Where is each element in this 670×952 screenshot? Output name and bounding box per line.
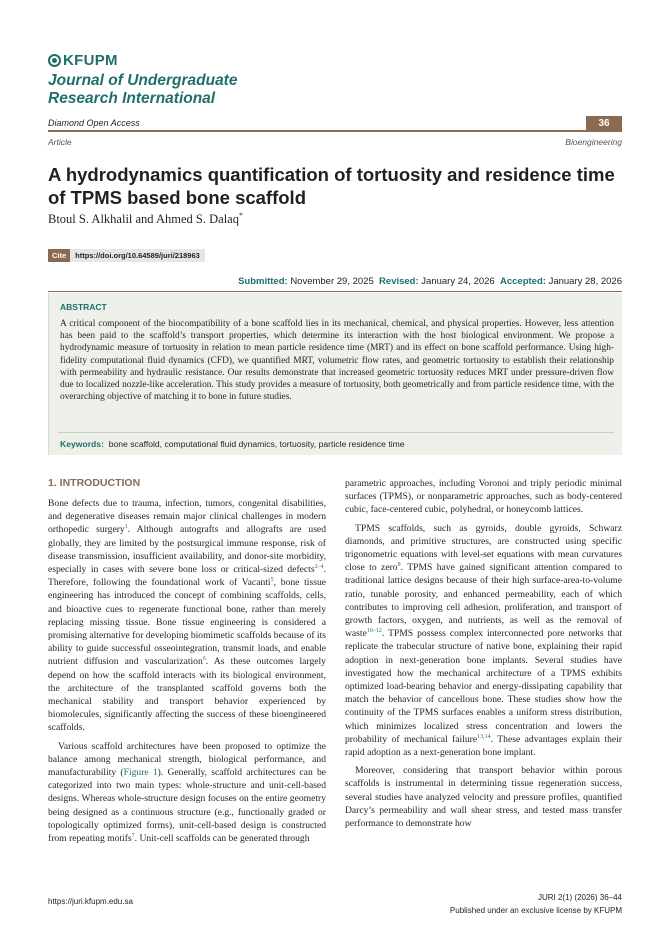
paragraph-3 (345, 522, 622, 760)
header-rule (48, 130, 622, 132)
paragraph-1 (48, 497, 326, 735)
doi-link[interactable]: https://doi.org/10.64589/juri/218963 (70, 249, 205, 262)
body-column-right (345, 477, 622, 830)
p3-text-a: TPMS scaffolds, such as gyroids, double gyroids, Schwarz diamonds, and primitive structures, are constructed using specific trigonometric equations with level-set equations with mean curvatures close to zero (345, 522, 622, 574)
p3-text-d: . These advantages explain their rapid adoption as a next-generation bone implant. (345, 733, 622, 759)
license-note: Published under an exclusive license by KFUPM (449, 906, 622, 915)
p1-text-c: . Therefore, following the foundational work of Vacanti (48, 564, 326, 589)
citation-ref[interactable]: 10–12 (366, 628, 382, 635)
citation-ref[interactable]: 6 (202, 656, 206, 663)
publication-dates (238, 276, 622, 287)
citation-ref[interactable]: 8 (397, 562, 401, 569)
citation-ref[interactable]: 5 (270, 577, 274, 584)
section-heading: 1. INTRODUCTION (48, 477, 141, 489)
abstract-text: A critical component of the biocompatibility of a bone scaffold lies in its mechanical, chemical, and physical properties. However, less attention has been paid to the scaffold’s transport properties, which determine its interaction with the host biological environment. We propose a hydrodynamic measure of tortuosity in relation to mean particle residence time (MRT) and its effect on bone scaffold performance. Using high-fidelity computational fluid dynamics (CFD), we quantified MRT, volumetric flow rates, and geometric tortuosity to establish their relationship with permeability and hydraulic resistance. Our results demonstrate that increased geometric tortuosity reduces MRT under pressure-driven flow due to localized nozzle-like acceleration. This study provides a measure of tortuosity, both geometrically and from particle residence time, with the overarching objective of matching it to bone in future studies. (60, 319, 614, 403)
logo-text: KFUPM (63, 52, 118, 69)
revised-date: January 24, 2026 (421, 276, 495, 287)
cite-label: Cite (48, 249, 70, 262)
accepted-label: Accepted: (500, 276, 546, 287)
p2-text-c: . Unit-cell scaffolds can be generated through (134, 833, 310, 845)
p1-text-a: Bone defects due to trauma, infection, tumors, congenital disabilities, and degenerative diseases remain major clinical challenges in modern orthopedic surgery (48, 498, 326, 536)
keywords-list: bone scaffold, computational fluid dynamics, tortuosity, particle residence time (108, 439, 405, 449)
keywords (60, 439, 405, 449)
paragraph-4 (345, 764, 622, 830)
corresponding-author-mark: * (238, 211, 243, 220)
page-number-badge: 36 (586, 116, 622, 131)
journal-name-line1: Journal of Undergraduate (48, 72, 238, 89)
access-label: Diamond Open Access (48, 118, 140, 128)
publisher-logo (48, 52, 118, 69)
p2-text-b: ). Generally, scaffold architectures can be categorized into two main types: whole-structure and unit-cell-based designs. Whereas whole-structure design focuses on the entire geometry being designed as a continuous structure (e.g., functionally graded or topologically optimized forms), unit-cell-based design is constructed from repeating motifs (48, 767, 327, 845)
article-type: Article (48, 137, 72, 147)
accepted-date: January 28, 2026 (548, 276, 622, 287)
journal-name (48, 72, 368, 108)
p3-text-b: . TPMS have gained significant attention compared to traditional lattice designs because of their high surface-area-to-volume ratio, tunable porosity, and enhanced permeability, each of which contributes to improving cell adhesion, proliferation, and transport of growth factors, oxygen, and nutrients, as well as the removal of waste (345, 562, 623, 640)
subject-field: Bioengineering (565, 137, 622, 147)
citation-ref[interactable]: 7 (131, 832, 135, 839)
paragraph-2-continued (345, 477, 622, 517)
article-title: A hydrodynamics quantification of tortuosity and residence time of TPMS based bone scaffold (48, 164, 615, 208)
p1-text-b: . Although autografts and allografts are used globally, they are limited by the postsurgical immune response, risk of disease transmission, insufficient availability, and donor-site morbidity, especially in cases with severe bone loss or critical-sized defects (48, 524, 326, 576)
citation-ref[interactable]: 13,14 (477, 733, 491, 740)
body-column-left (48, 497, 326, 845)
dates-rule (48, 291, 622, 292)
citation-ref[interactable]: 2–4 (314, 563, 324, 570)
keywords-rule (58, 432, 614, 433)
p2-text-a: Various scaffold architectures have been proposed to optimize the balance among mechanical strength, biological performance, and manufacturability ( (48, 740, 326, 779)
p1-text-d: , bone tissue engineering has introduced the concept of combining scaffolds, cells, and bioactive cues to regenerate functional bone, rather than merely replacing missing tissue. Bone tissue engineering is considered a promising alternative for developing biomimetic scaffolds because of its ability to guide successful osseointegration, transmit loads, and enable nutrient diffusion and vascularization (48, 577, 326, 668)
abstract-heading: ABSTRACT (60, 302, 107, 312)
p3-text-c: . TPMS possess complex interconnected pore networks that replicate the trabecular structure of native bone, explaining their rapid adoption in next-generation bone implants. Several studies have investigated how the mechanical architecture of a TPMS exhibits optimized load-bearing behavior and energy-dissipating capability that match the behavior of cancellous bone. These studies show how the continuity of the TPMS surfaces enables a uniform stress distribution, which minimizes localized stress concentration and lowers the probability of mechanical failure (345, 628, 622, 745)
kfupm-logo-icon (48, 54, 61, 67)
submitted-label: Submitted: (238, 276, 288, 287)
figure-link[interactable]: Figure 1 (123, 767, 158, 779)
author-names: Btoul S. Alkhalil and Ahmed S. Dalaq (48, 212, 239, 227)
citation-ref[interactable]: 1 (124, 524, 128, 531)
p1-text-e: . As these outcomes largely depend on how the scaffold interacts with its biological environment, the architecture of the transplanted scaffold governs both the mechanical stability and transport behavior experienced by biomolecules, significantly affecting the success of these bioengineered scaffolds. (48, 656, 326, 734)
submitted-date: November 29, 2025 (290, 276, 374, 287)
author-list (48, 211, 243, 227)
keywords-label: Keywords: (60, 439, 104, 449)
p4-text: Moreover, considering that transport behavior within porous scaffolds is instrumental in determining tissue regeneration success, several studies have analyzed velocity and pressure profiles, quantified Darcy’s permeability and wall shear stress, and tested mass transfer performance to demonstrate how (345, 765, 622, 830)
revised-label: Revised: (379, 276, 419, 287)
journal-name-line2: Research International (48, 90, 216, 107)
journal-reference: JURI 2(1) (2026) 36–44 (537, 893, 622, 902)
journal-url[interactable]: https://juri.kfupm.edu.sa (48, 897, 133, 906)
p2-text-c-continued: parametric approaches, including Voronoi and triply periodic minimal surfaces (TPMS), or nonparametric approaches, such as body-centered cubic, face-centered cubic, polyhedral, or honeycomb lattices. (345, 478, 622, 516)
paragraph-2 (48, 740, 326, 846)
citation-box (48, 249, 205, 262)
